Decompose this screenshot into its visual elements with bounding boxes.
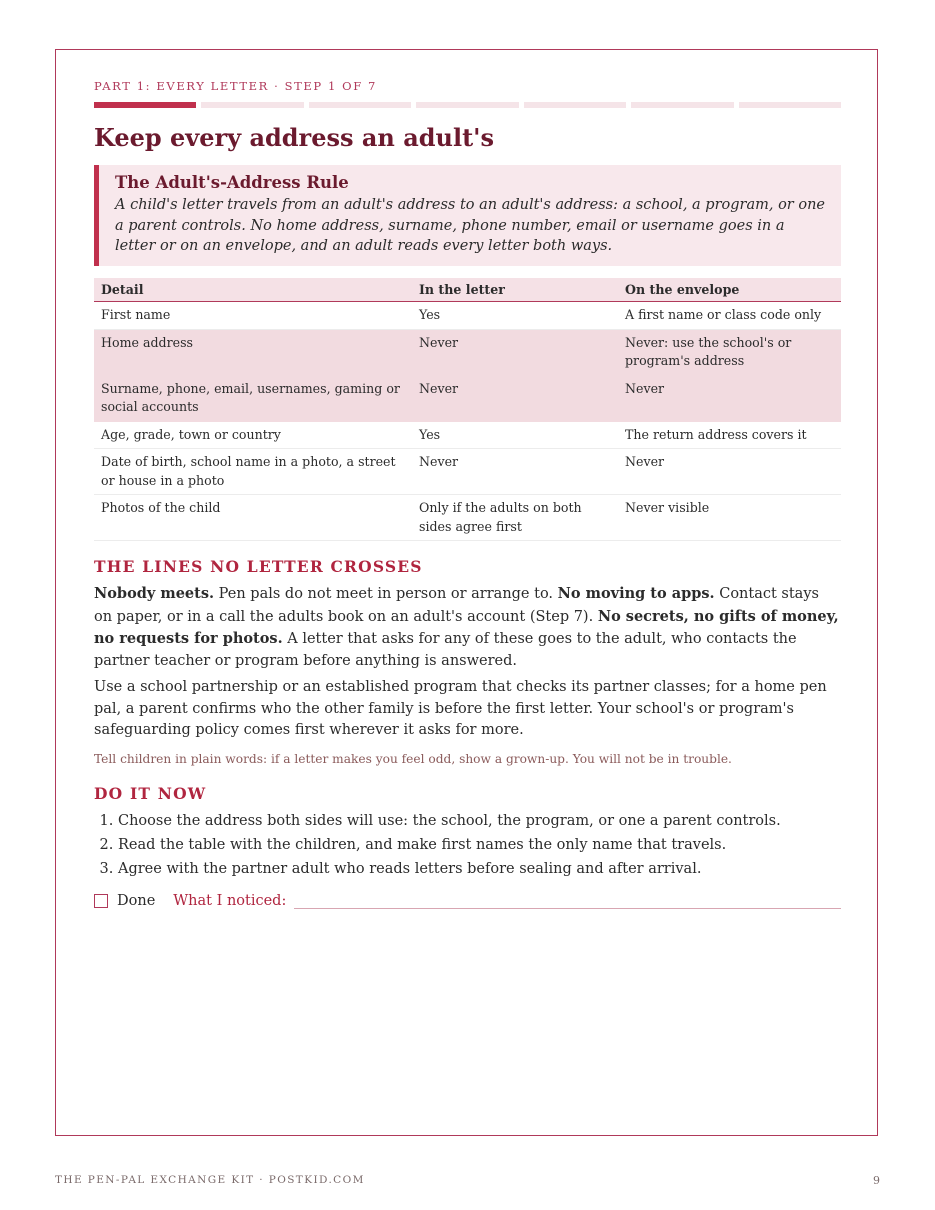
cell-in-letter: Never — [412, 375, 618, 421]
cell-detail: Age, grade, town or country — [94, 421, 412, 449]
footer-kit-name: THE PEN-PAL EXCHANGE KIT · POSTKID.COM — [55, 1174, 365, 1186]
list-item: 2. Read the table with the children, and make first names the only name that travels. — [118, 833, 841, 857]
done-label: Done — [117, 892, 156, 909]
bold-no-apps: No moving to apps. — [557, 585, 715, 602]
step-eyebrow: PART 1: EVERY LETTER · STEP 1 OF 7 — [94, 79, 377, 93]
cell-detail: Surname, phone, email, usernames, gaming or social accounts — [94, 375, 412, 421]
rule-text: A child's letter travels from an adult's address to an adult's address: a school, a program, or one a parent controls. No home address, surname, phone number, email or username goes in a letter or on an envelope, and an adult reads every letter both ways. — [115, 197, 825, 254]
cell-in-letter: Yes — [412, 302, 618, 330]
cell-in-letter: Yes — [412, 421, 618, 449]
table-row — [94, 421, 841, 449]
lines-heading: THE LINES NO LETTER CROSSES — [94, 557, 423, 576]
done-row — [94, 889, 841, 913]
step-progress-bar — [94, 102, 841, 108]
text-span: Contact stays on paper, or in a call the adults book on an adult's account (Step 7). — [94, 586, 819, 625]
cell-detail: Date of birth, school name in a photo, a street or house in a photo — [94, 449, 412, 495]
rule-callout — [94, 165, 841, 266]
progress-segment-4 — [416, 102, 518, 108]
do-it-now-list — [94, 809, 841, 881]
cell-on-envelope: The return address covers it — [618, 421, 841, 449]
page-number: 9 — [873, 1174, 880, 1187]
cell-in-letter: Only if the adults on both sides agree first — [412, 495, 618, 541]
cell-on-envelope: Never visible — [618, 495, 841, 541]
table-row — [94, 375, 841, 421]
done-checkbox[interactable] — [94, 894, 108, 908]
noticed-label: What I noticed: — [173, 892, 287, 909]
header-detail: Detail — [94, 278, 412, 302]
page-content — [94, 78, 841, 913]
progress-segment-6 — [631, 102, 733, 108]
cell-on-envelope: Never — [618, 375, 841, 421]
text-span: A letter that asks for any of these goes to the adult, who contacts the partner teacher or program before anything is answered. — [94, 631, 797, 669]
cell-in-letter: Never — [412, 449, 618, 495]
list-item: 1. Choose the address both sides will use: the school, the program, or one a parent controls. — [118, 809, 841, 833]
bold-nobody-meets: Nobody meets. — [94, 585, 215, 602]
table-row — [94, 302, 841, 330]
cell-on-envelope: Never — [618, 449, 841, 495]
header-in-letter: In the letter — [412, 278, 618, 302]
lines-paragraph-2: Use a school partnership or an established program that checks its partner classes; for a home pen pal, a parent confirms who the other family is before the first letter. Your school's or program's safeguarding policy comes first wherever it asks for more. — [94, 679, 827, 738]
text-span: Pen pals do not meet in person or arrange to. — [214, 586, 558, 602]
cell-detail: First name — [94, 302, 412, 330]
cell-in-letter: Never — [412, 329, 618, 375]
page-title: Keep every address an adult's — [94, 123, 495, 152]
table-row — [94, 449, 841, 495]
progress-segment-5 — [524, 102, 626, 108]
table-row — [94, 495, 841, 541]
table-row — [94, 329, 841, 375]
progress-segment-2 — [201, 102, 303, 108]
progress-segment-7 — [739, 102, 841, 108]
bold-no-secrets: No secrets, no gifts of money, no requests for photos. — [94, 607, 839, 647]
cell-detail: Home address — [94, 329, 412, 375]
page-frame — [55, 49, 878, 1136]
lines-note: Tell children in plain words: if a letter makes you feel odd, show a grown-up. You will not be in trouble. — [94, 751, 732, 766]
header-on-envelope: On the envelope — [618, 278, 841, 302]
progress-segment-3 — [309, 102, 411, 108]
table-header-row — [94, 278, 841, 302]
do-it-now-heading: DO IT NOW — [94, 783, 207, 803]
list-item: 3. Agree with the partner adult who reads letters before sealing and after arrival. — [118, 857, 841, 881]
noticed-write-line[interactable] — [294, 892, 841, 909]
cell-detail: Photos of the child — [94, 495, 412, 541]
detail-table — [94, 278, 841, 542]
rule-title: The Adult's-Address Rule — [115, 173, 349, 192]
cell-on-envelope: Never: use the school's or program's address — [618, 329, 841, 375]
lines-paragraph-1 — [94, 583, 841, 672]
cell-on-envelope: A first name or class code only — [618, 302, 841, 330]
progress-segment-1 — [94, 102, 196, 108]
